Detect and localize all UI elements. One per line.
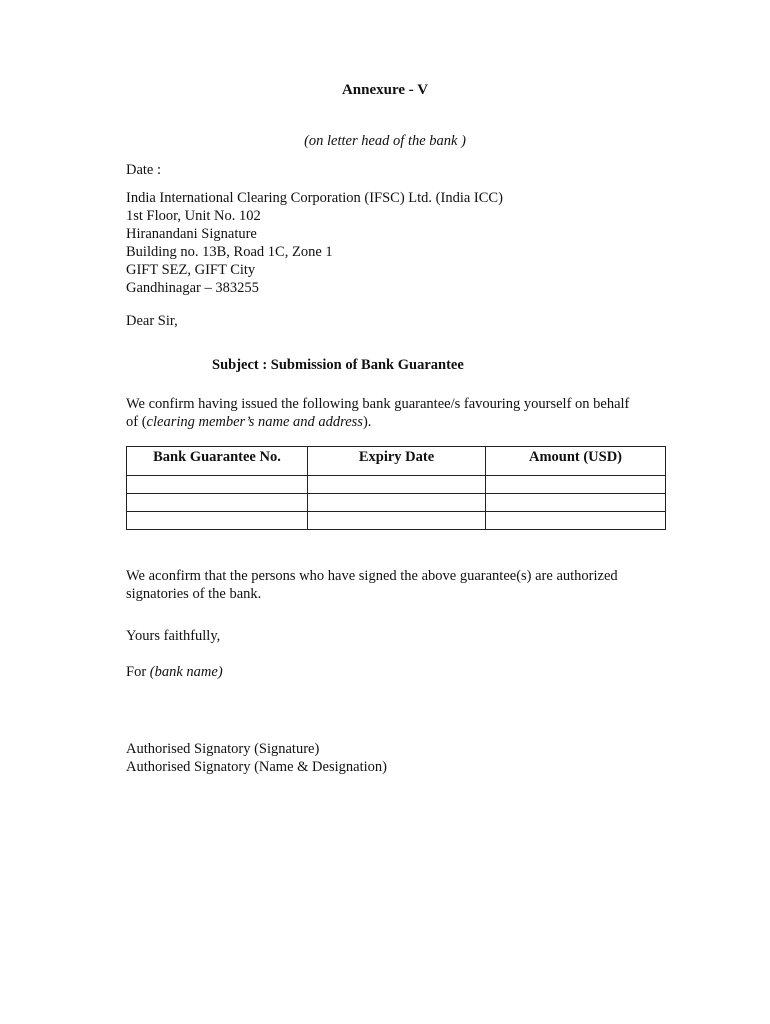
bank-guarantee-table (126, 446, 666, 530)
date-label: Date : (126, 162, 162, 178)
table-cell (127, 494, 308, 512)
placeholder-bank-name: (bank name) (149, 664, 223, 680)
table-cell (127, 512, 308, 530)
for-label: For (126, 664, 150, 680)
paragraph-line: We confirm having issued the following bank guarantee/s favouring yourself on behalf (126, 396, 630, 412)
letterhead-note: (on letter head of the bank ) (304, 133, 466, 149)
column-header-expiry-date: Expiry Date (308, 447, 486, 476)
column-header-guarantee-no: Bank Guarantee No. (127, 447, 308, 476)
table-cell (486, 476, 666, 494)
salutation: Dear Sir, (126, 313, 178, 329)
paragraph-line (126, 413, 629, 431)
signatory-block (126, 740, 387, 776)
paragraph-text: of ( (126, 414, 147, 430)
column-header-amount: Amount (USD) (486, 447, 666, 476)
paragraph-line: signatories of the bank. (126, 586, 262, 602)
table-cell (486, 512, 666, 530)
address-line: 1st Floor, Unit No. 102 (126, 208, 261, 224)
authorization-paragraph (126, 567, 618, 603)
address-line: GIFT SEZ, GIFT City (126, 262, 256, 278)
table-cell (308, 494, 486, 512)
table-header-row (127, 447, 666, 476)
closing-line: Yours faithfully, (126, 628, 221, 644)
subject-line: Subject : Submission of Bank Guarantee (212, 357, 464, 373)
table-cell (308, 476, 486, 494)
table-row (127, 494, 666, 512)
table-row (127, 476, 666, 494)
for-bank-line (126, 663, 223, 681)
paragraph-line: We aconfirm that the persons who have signed the above guarantee(s) are authorized (126, 568, 618, 584)
address-line: India International Clearing Corporation (IFSC) Ltd. (India ICC) (126, 190, 503, 206)
placeholder-member-name: clearing member’s name and address (146, 414, 363, 430)
address-line: Gandhinagar – 383255 (126, 280, 259, 296)
table-row (127, 512, 666, 530)
document-title: Annexure - V (341, 82, 429, 98)
paragraph-text: ). (362, 414, 372, 430)
table-cell (308, 512, 486, 530)
signatory-signature-line: Authorised Signatory (Signature) (126, 741, 320, 757)
signatory-name-line: Authorised Signatory (Name & Designation) (126, 759, 387, 775)
table-cell (486, 494, 666, 512)
confirmation-paragraph (126, 395, 629, 431)
recipient-address (126, 189, 503, 297)
address-line: Hiranandani Signature (126, 226, 257, 242)
table-cell (127, 476, 308, 494)
address-line: Building no. 13B, Road 1C, Zone 1 (126, 244, 333, 260)
